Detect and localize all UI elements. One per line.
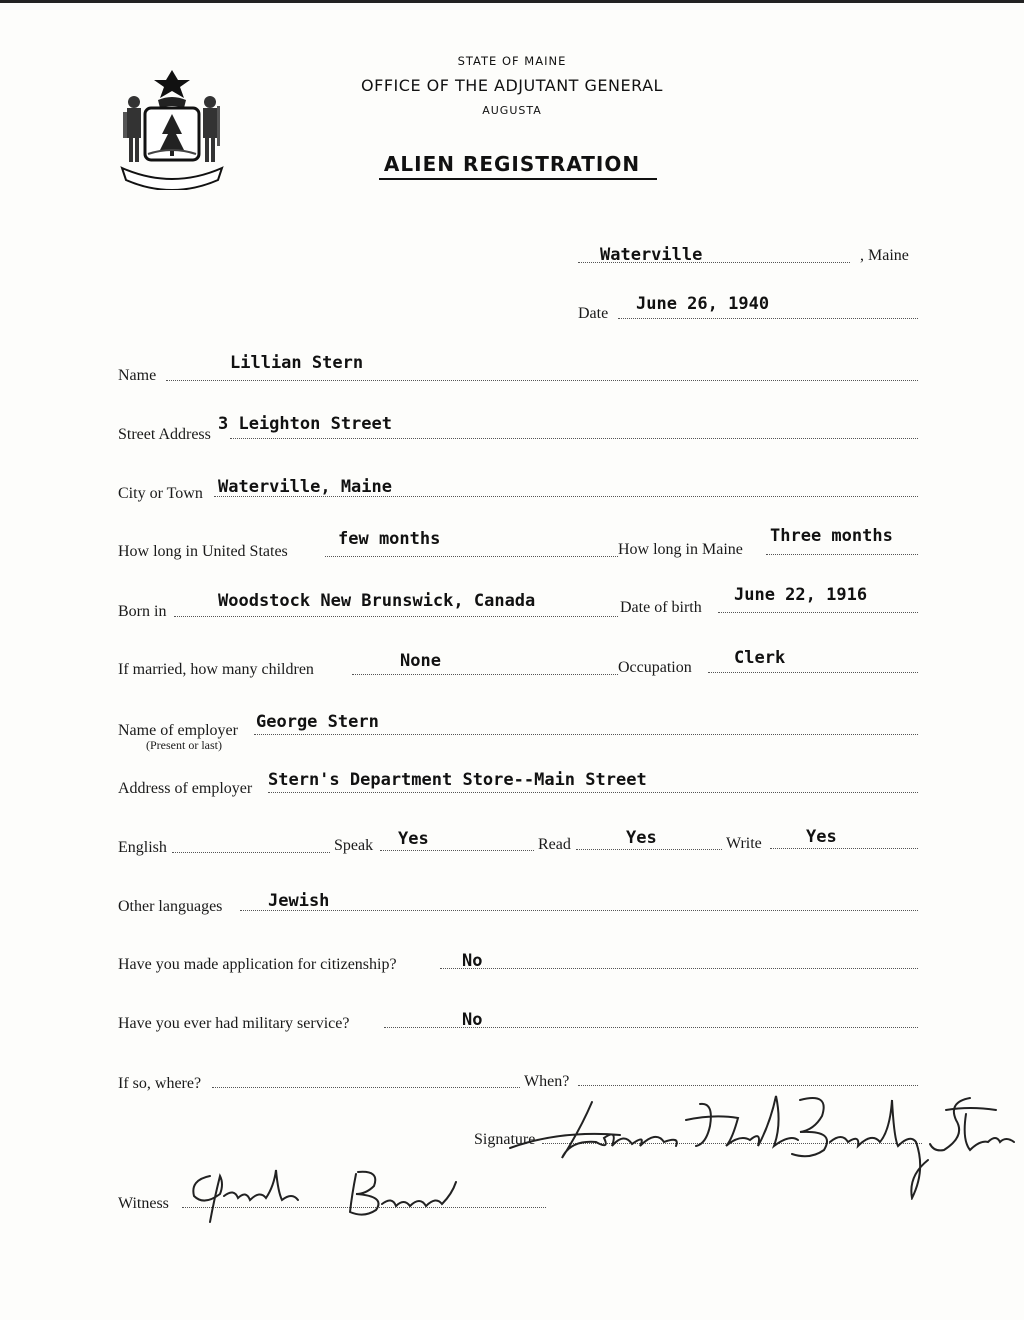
english-label: English xyxy=(118,839,167,856)
other-languages-line xyxy=(240,910,918,911)
street-address-line xyxy=(230,438,918,439)
service-where-line xyxy=(212,1087,520,1088)
city-heading: AUGUSTA xyxy=(482,104,542,117)
english-line xyxy=(172,852,330,853)
street-address-label: Street Address xyxy=(118,426,211,443)
speak-line xyxy=(380,850,534,851)
form-title: ALIEN REGISTRATION xyxy=(383,152,641,176)
birthplace-value: Woodstock New Brunswick, Canada xyxy=(218,591,536,611)
state-suffix: , Maine xyxy=(860,247,909,264)
name-line xyxy=(166,380,918,381)
city-town-label: City or Town xyxy=(118,485,203,502)
place-value: Waterville xyxy=(600,245,703,265)
citizenship-line xyxy=(440,968,918,969)
children-line xyxy=(352,674,618,675)
applicant-signature xyxy=(500,1080,1020,1200)
employer-name-value: George Stern xyxy=(256,712,379,732)
state-heading: STATE OF MAINE xyxy=(457,54,567,68)
date-value: June 26, 1940 xyxy=(636,294,770,314)
name-value: Lillian Stern xyxy=(230,353,364,373)
witness-label: Witness xyxy=(118,1195,169,1212)
read-label: Read xyxy=(538,836,571,853)
other-languages-label: Other languages xyxy=(118,898,223,915)
birthplace-label: Born in xyxy=(118,603,167,620)
date-of-birth-line xyxy=(718,612,918,613)
read-value: Yes xyxy=(626,828,657,848)
write-line xyxy=(770,848,918,849)
office-heading: OFFICE OF THE ADJUTANT GENERAL xyxy=(361,76,663,95)
write-label: Write xyxy=(726,835,762,852)
occupation-label: Occupation xyxy=(618,659,692,676)
occupation-value: Clerk xyxy=(734,648,786,668)
employer-name-line xyxy=(254,734,918,735)
children-label: If married, how many children xyxy=(118,661,314,678)
street-address-value: 3 Leighton Street xyxy=(218,414,392,434)
citizenship-value: No xyxy=(462,951,483,971)
witness-signature xyxy=(180,1160,480,1230)
military-service-value: No xyxy=(462,1010,483,1030)
write-value: Yes xyxy=(806,827,837,847)
city-town-value: Waterville, Maine xyxy=(218,477,392,497)
service-where-label: If so, where? xyxy=(118,1075,202,1092)
state-seal-icon xyxy=(118,68,226,190)
time-in-maine-line xyxy=(766,554,918,555)
date-line xyxy=(618,318,918,319)
signature-label: Signature xyxy=(474,1131,536,1148)
time-in-maine-label: How long in Maine xyxy=(618,541,743,558)
date-of-birth-label: Date of birth xyxy=(620,599,702,616)
service-when-label: When? xyxy=(524,1073,570,1090)
speak-value: Yes xyxy=(398,829,429,849)
employer-address-label: Address of employer xyxy=(118,780,253,797)
speak-label: Speak xyxy=(334,837,374,854)
title-underline xyxy=(379,178,657,180)
employer-address-line xyxy=(268,792,918,793)
scan-top-edge xyxy=(0,0,1024,3)
citizenship-label: Have you made application for citizenship? xyxy=(118,956,397,973)
name-label: Name xyxy=(118,367,157,384)
time-in-us-value: few months xyxy=(338,529,441,549)
military-service-label: Have you ever had military service? xyxy=(118,1015,350,1032)
employer-name-note: (Present or last) xyxy=(146,738,222,752)
read-line xyxy=(576,849,722,850)
time-in-us-label: How long in United States xyxy=(118,543,288,560)
employer-name-label: Name of employer xyxy=(118,722,238,739)
other-languages-value: Jewish xyxy=(268,891,330,911)
date-of-birth-value: June 22, 1916 xyxy=(734,585,868,605)
occupation-line xyxy=(708,672,918,673)
time-in-maine-value: Three months xyxy=(770,526,893,546)
birthplace-line xyxy=(174,616,618,617)
children-value: None xyxy=(400,651,441,671)
date-label: Date xyxy=(578,305,609,322)
employer-address-value: Stern's Department Store--Main Street xyxy=(268,770,647,790)
time-in-us-line xyxy=(325,556,618,557)
